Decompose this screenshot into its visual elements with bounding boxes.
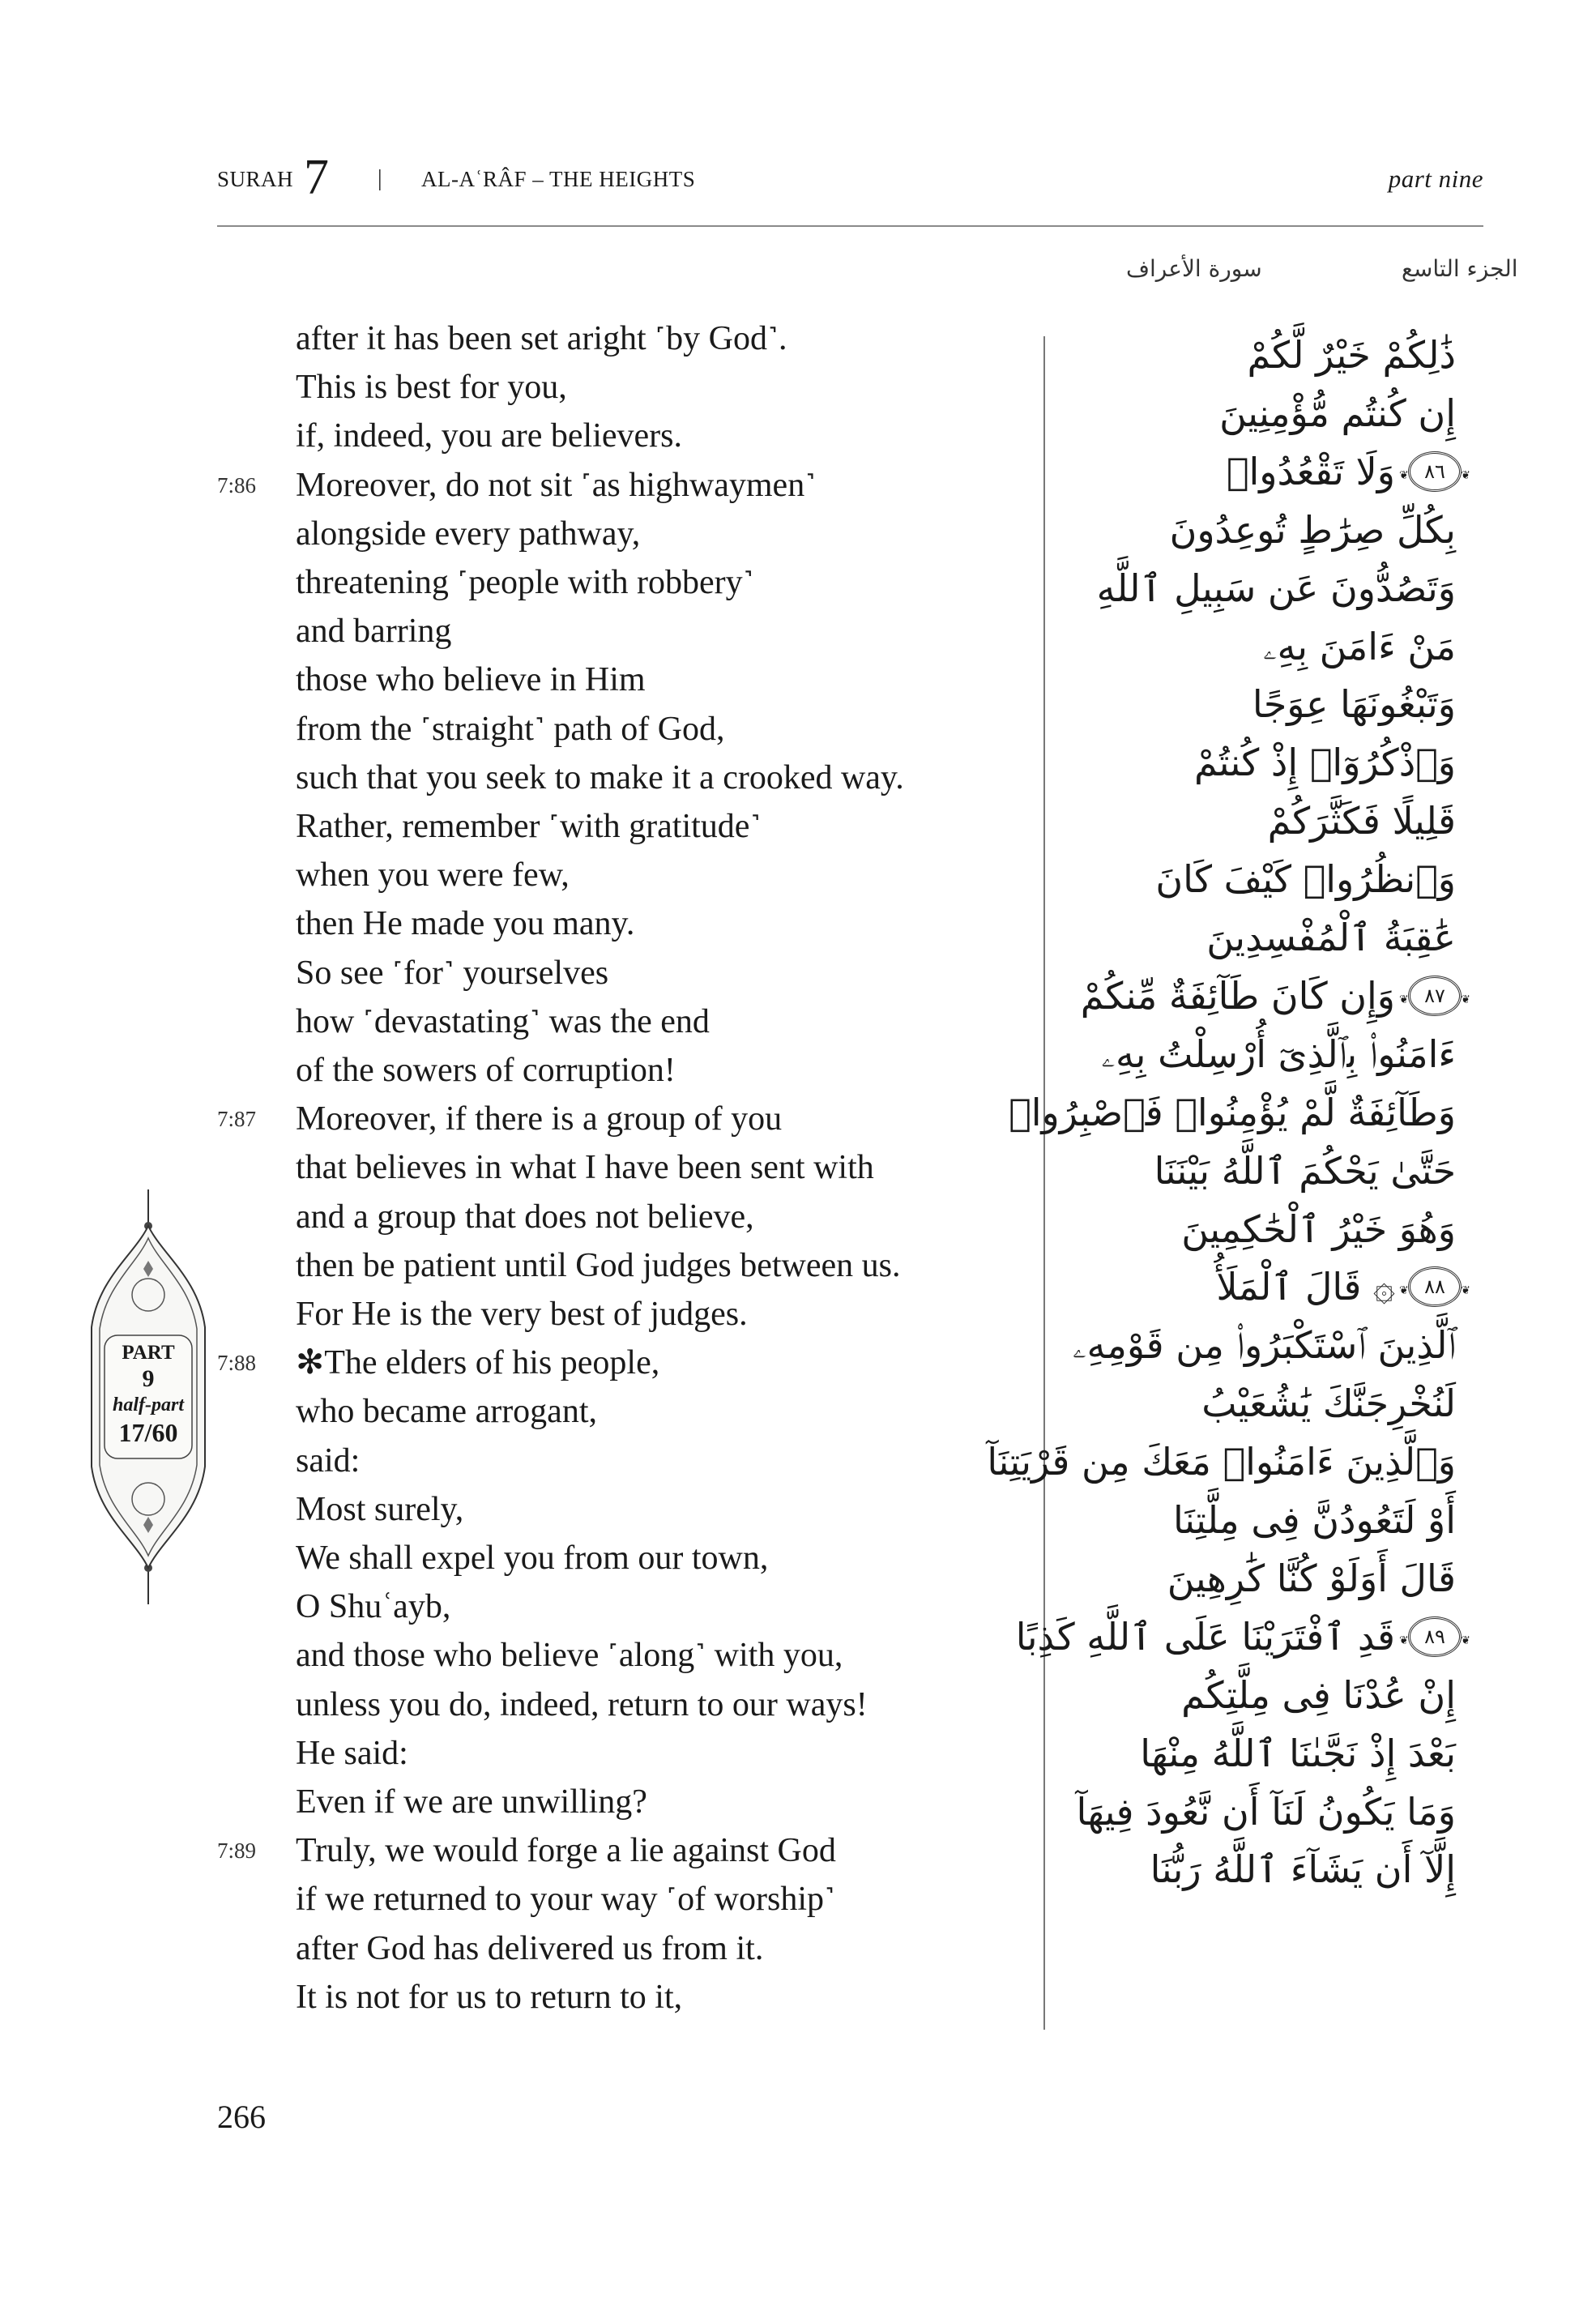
half-part-label: half-part [112,1394,184,1416]
translation-line: Even if we are unwilling? [296,1783,647,1821]
column-divider [1043,336,1045,2030]
translation-line: after it has been set aright ˹by God˺. [296,320,787,357]
translation-line: Truly, we would forge a lie against God [296,1832,836,1870]
verse-number-marker: ❦ ٨٧ ❦ [1408,976,1462,1016]
translation-line: how ˹devastating˺ was the end [296,1002,710,1040]
arabic-line: لَنُخْرِجَنَّكَ يَٰشُعَيْبُ [1201,1381,1456,1426]
translation-line: of the sowers of corruption! [296,1052,676,1089]
arabic-line: وَٱلَّذِينَ ءَامَنُوا۟ مَعَكَ مِن قَرْيَتِنَآ [987,1440,1456,1484]
surah-label: SURAH [217,167,294,191]
translation-line: and barring [296,613,452,651]
translation-line: He said: [296,1734,408,1772]
verse-number-marker: ❦ ٨٦ ❦ [1408,451,1462,492]
arabic-line: وَطَآئِفَةٌ لَّمْ يُؤْمِنُوا۟ فَٱصْبِرُوا۟ [1009,1090,1456,1134]
part-box-number: 9 [142,1365,155,1392]
verse-reference: 7:86 [217,472,257,497]
arabic-line: وَلَا تَقْعُدُوا۟ [1226,449,1395,493]
translation-line: ✻The elders of his people, [296,1344,660,1382]
verse-reference: 7:88 [217,1351,257,1376]
arabic-line: مَنْ ءَامَنَ بِهِۦ [1263,624,1456,668]
translation-line: O Shuʿayb, [296,1588,451,1626]
translation-line: such that you seek to make it a crooked way. [296,758,904,796]
arabic-line: إِلَّآ أَن يَشَآءَ ٱللَّهُ رَبُّنَا [1150,1847,1456,1892]
translation-line: after God has delivered us from it. [296,1929,764,1967]
translation-line: This is best for you, [296,369,567,407]
arabic-line: وَتَصُدُّونَ عَن سَبِيلِ ٱللَّهِ [1096,566,1456,610]
verse-reference: 7:89 [217,1838,257,1864]
translation-line: threatening ˹people with robbery˺ [296,564,754,601]
arabic-line: ۞ قَالَ ٱلْمَلَأُ [1216,1265,1395,1309]
arabic-line: بَعْدَ إِذْ نَجَّىٰنَا ٱللَّهُ مِنْهَا [1140,1731,1456,1775]
translation-line: Most surely, [296,1490,464,1528]
arabic-line: عَٰقِبَةُ ٱلْمُفْسِدِينَ [1206,916,1456,959]
arabic-line: وَهُوَ خَيْرُ ٱلْحَٰكِمِينَ [1181,1206,1456,1251]
part-box-label: PART [122,1342,175,1364]
page-number: 266 [217,2099,266,2135]
part-marker-ornament [85,1189,211,1604]
arabic-line: وَٱذْكُرُوٓا۟ إِذْ كُنتُمْ [1194,741,1456,785]
translation-line: that believes in what I have been sent with [296,1149,874,1187]
arabic-line: إِنْ عُدْنَا فِى مِلَّتِكُم [1181,1672,1456,1717]
header-separator: | [378,166,383,191]
translation-line: then be patient until God judges between us. [296,1246,901,1284]
translation-line: then He made you many. [296,905,635,943]
translation-line: and a group that does not believe, [296,1198,754,1236]
translation-line: from the ˹straight˺ path of God, [296,710,725,748]
arabic-line: وَٱنظُرُوا۟ كَيْفَ كَانَ [1155,857,1456,902]
header-rule [217,225,1483,227]
arabic-line: ءَامَنُوا۟ بِٱلَّذِىٓ أُرْسِلْتُ بِهِۦ [1101,1031,1456,1076]
translation-line: It is not for us to return to it, [296,1978,683,2016]
verse-reference: 7:87 [217,1107,257,1132]
translation-line: Moreover, do not sit ˹as highwaymen˺ [296,466,817,504]
arabic-line: قَلِيلًا فَكَثَّرَكُمْ [1267,799,1456,843]
arabic-line: ٱلَّذِينَ ٱسْتَكْبَرُوا۟ مِن قَوْمِهِۦ [1073,1323,1456,1368]
translation-line: those who believe in Him [296,661,646,699]
surah-title: AL-AʿRÂF – THE HEIGHTS [421,167,696,191]
translation-line: Moreover, if there is a group of you [296,1100,783,1138]
translation-line: alongside every pathway, [296,515,641,553]
half-part-fraction: 17/60 [118,1418,178,1447]
arabic-line: ذَٰلِكُمْ خَيْرٌ لَّكُمْ [1247,333,1456,377]
arabic-surah-heading: سورة الأعراف [1126,255,1262,282]
translation-line: who became arrogant, [296,1393,597,1431]
arabic-line: بِكُلِّ صِرَٰطٍ تُوعِدُونَ [1169,507,1456,552]
translation-line: Rather, remember ˹with gratitude˺ [296,808,762,845]
arabic-line: أَوْ لَتَعُودُنَّ فِى مِلَّتِنَا [1173,1498,1456,1542]
part-label: part nine [1388,164,1483,193]
surah-number: 7 [304,150,330,205]
arabic-line: وَإِن كَانَ طَآئِفَةٌ مِّنكُمْ [1080,973,1395,1018]
translation-line: We shall expel you from our town, [296,1539,769,1577]
translation-line: when you were few, [296,856,570,895]
arabic-part-heading: الجزء التاسع [1402,255,1518,282]
translation-line: said: [296,1441,361,1480]
arabic-line: حَتَّىٰ يَحْكُمَ ٱللَّهُ بَيْنَنَا [1154,1148,1456,1193]
translation-line: For He is the very best of judges. [296,1296,748,1333]
arabic-line: وَتَبْغُونَهَا عِوَجًا [1252,682,1456,727]
translation-line: if, indeed, you are believers. [296,417,682,455]
arabic-line: إِن كُنتُم مُّؤْمِنِينَ [1219,391,1456,435]
arabic-line: قَالَ أَوَلَوْ كُنَّا كَٰرِهِينَ [1167,1556,1456,1600]
translation-line: So see ˹for˺ yourselves [296,954,609,992]
arabic-line: وَمَا يَكُونُ لَنَآ أَن نَّعُودَ فِيهَآ [1076,1789,1456,1834]
arabic-line: قَدِ ٱفْتَرَيْنَا عَلَى ٱللَّهِ كَذِبًا [1015,1614,1395,1659]
verse-number-marker: ❦ ٨٨ ❦ [1408,1266,1462,1307]
translation-line: unless you do, indeed, return to our ways! [296,1685,868,1723]
translation-line: and those who believe ˹along˺ with you, [296,1637,843,1675]
translation-line: if we returned to your way ˹of worship˺ [296,1881,835,1919]
verse-number-marker: ❦ ٨٩ ❦ [1408,1616,1462,1657]
